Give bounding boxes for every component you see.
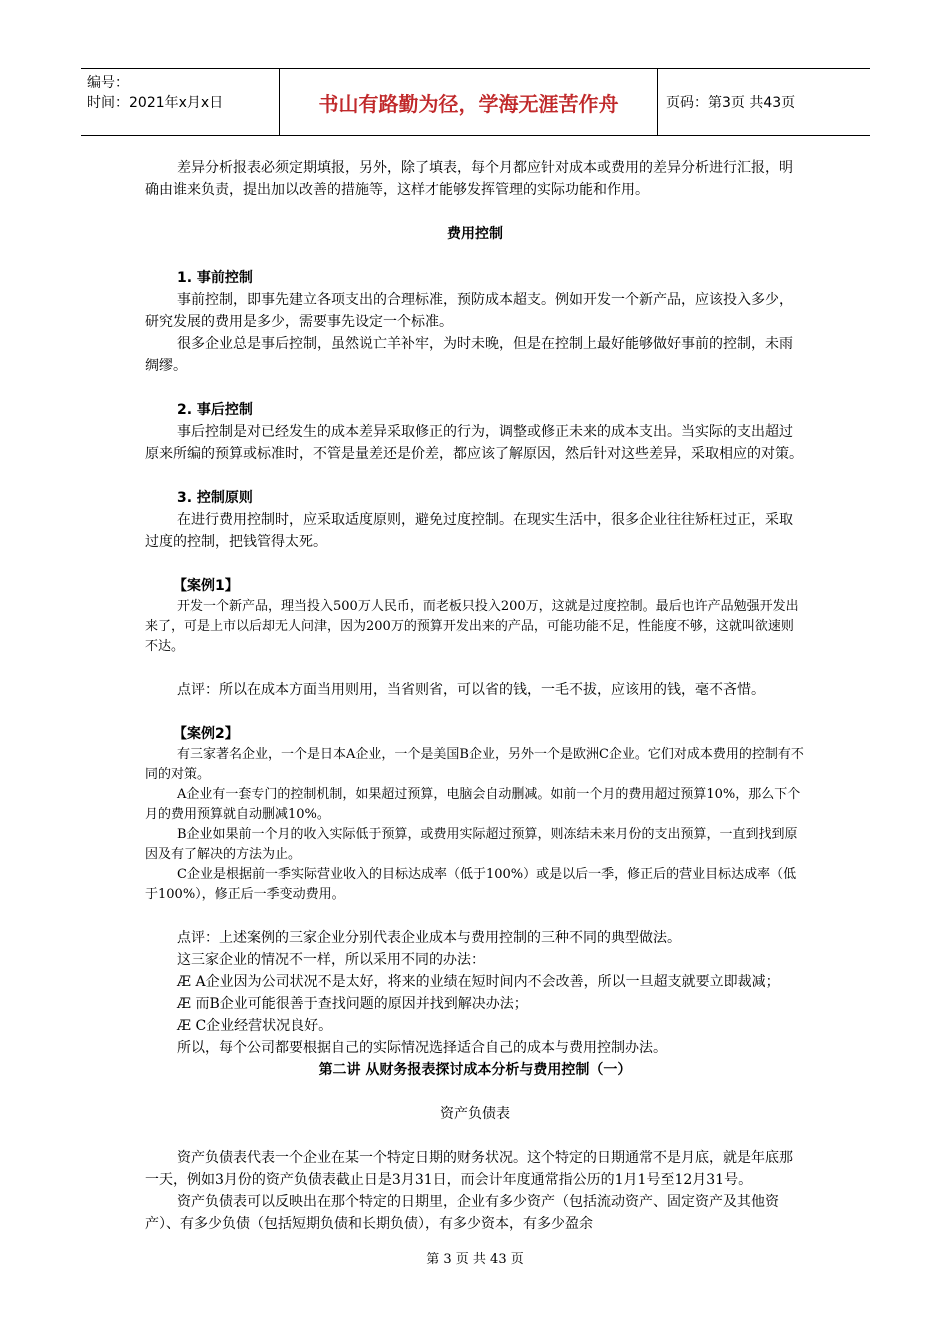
bullet-c: Æ C企业经营状况良好。 [177,1018,333,1034]
header-motto: 书山有路勤为径，学海无涯苦作舟 [280,69,658,135]
paragraph-pre-control-a: 事前控制，即事先建立各项支出的合理标准，预防成本超支。例如开发一个新产品，应该投入多少，研究发展的费用是多少，需要事先设定一个标准。 [145,292,793,330]
section-title-cost-control: 费用控制 [447,226,503,242]
paragraph-post-control: 事后控制是对已经发生的成本差异采取修正的行为，调整或修正未来的成本支出。当实际的支出超过原来所编的预算或标准时，不管是量差还是价差，都应该了解原因，然后针对这些差异，采取相应的对策。 [145,424,803,462]
subheading-control-principle: 3. 控制原则 [177,490,253,506]
subheading-post-control: 2. 事后控制 [177,402,253,418]
case2-paragraph-b: A企业有一套专门的控制机制，如果超过预算，电脑会自动删减。如前一个月的费用超过预算10%，那么下个月的费用预算就自动删减10%。 [145,787,801,822]
document-number-label: 编号： [87,75,129,91]
comment2-a: 点评：上述案例的三家企业分别代表企业成本与费用控制的三种不同的典型做法。 [177,930,681,946]
header-page-info: 页码：第3页 共43页 [666,95,796,111]
document-header [81,68,870,136]
case2-paragraph-a: 有三家著名企业，一个是日本A企业，一个是美国B企业，另外一个是欧洲C企业。它们对成本费用的控制有不同的对策。 [145,747,804,782]
case2-label: 【案例2】 [173,726,239,742]
paragraph-balance-2: 资产负债表可以反映出在那个特定的日期里，企业有多少资产（包括流动资产、固定资产及其他资产）、有多少负债（包括短期负债和长期负债），有多少资本，有多少盈余 [145,1194,779,1232]
case2-paragraph-c: B企业如果前一个月的收入实际低于预算，或费用实际超过预算，则冻结未来月份的支出预算，一直到找到原因及有了解决的方法为止。 [145,827,798,862]
page-footer: 第 3 页 共 43 页 [426,1252,524,1267]
case2-paragraph-d: C企业是根据前一季实际营业收入的目标达成率（低于100%）或是以后一季，修正后的营业目标达成率（低于100%），修正后一季变动费用。 [145,867,797,902]
document-body [145,157,805,1235]
paragraph-balance-1: 资产负债表代表一个企业在某一个特定日期的财务状况。这个特定的日期通常不是月底，就是年底那一天，例如3月份的资产负债表截止日是3月31日，而会计年度通常指公历的1月1号至12月31号。 [145,1150,793,1188]
bullet-b: Æ 而B企业可能很善于查找问题的原因并找到解决办法； [177,996,528,1012]
case1-text: 开发一个新产品，理当投入500万人民币，而老板只投入200万，这就是过度控制。最后也许产品勉强开发出来了，可是上市以后却无人问津，因为200万的预算开发出来的产品，可能功能不足，性能度不够，这就叫欲速则不达。 [145,599,799,654]
bullet-a: Æ A企业因为公司状况不是太好，将来的业绩在短时间内不会改善，所以一旦超支就要立即裁减； [177,974,780,990]
comment1: 点评：所以在成本方面当用则用，当省则省，可以省的钱，一毛不拔，应该用的钱，毫不吝惜。 [177,682,765,698]
header-meta [81,69,280,135]
subheading-pre-control: 1. 事前控制 [177,270,253,286]
case1-label: 【案例1】 [173,578,239,594]
paragraph-control-principle: 在进行费用控制时，应采取适度原则，避免过度控制。在现实生活中，很多企业往往矫枉过正，采取过度的控制，把钱管得太死。 [145,512,793,550]
comment2-b: 这三家企业的情况不一样，所以采用不同的办法： [177,952,485,968]
paragraph-intro: 差异分析报表必须定期填报，另外，除了填表，每个月都应针对成本或费用的差异分析进行汇报，明确由谁来负责，提出加以改善的措施等，这样才能够发挥管理的实际功能和作用。 [145,160,793,198]
paragraph-pre-control-b: 很多企业总是事后控制，虽然说亡羊补牢，为时未晚，但是在控制上最好能够做好事前的控制，未雨绸缪。 [145,336,793,374]
balance-sheet-title: 资产负债表 [440,1106,510,1122]
lecture2-title: 第二讲 从财务报表探讨成本分析与费用控制（一） [318,1062,632,1078]
conclusion: 所以，每个公司都要根据自己的实际情况选择适合自己的成本与费用控制办法。 [177,1040,667,1056]
document-time-label: 时间：2021年x月x日 [87,95,224,111]
